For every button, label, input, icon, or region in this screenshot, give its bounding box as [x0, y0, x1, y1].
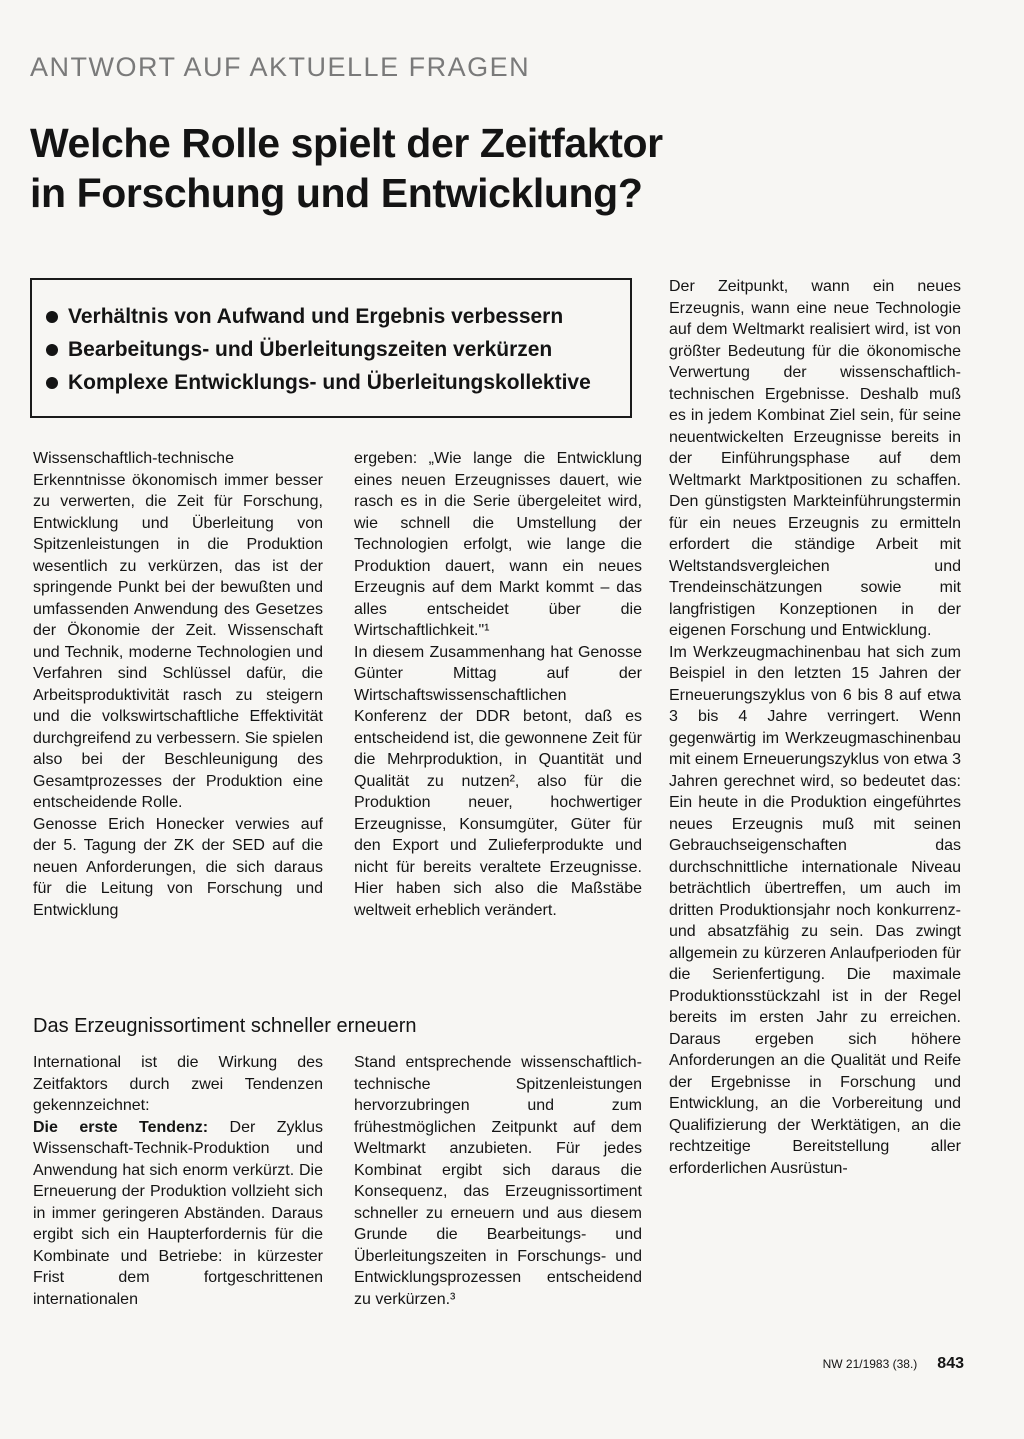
paragraph: Stand entsprechende wissenschaftlich-technische Spitzenleistungen hervorzubringen und zum frühestmöglichen Zeitpunkt auf dem Weltmarkt anzubieten. Für jedes Kombinat ergibt sich daraus die Konsequenz, das Erzeugnissortiment schneller zu erneuern und aus diesem Grunde die Bearbeitungs- und Überleitungszeiten in Forschungs- und Entwicklungsprozessen entscheidend zu verkürzen.³ [354, 1054, 642, 1308]
summary-item [46, 333, 630, 366]
paragraph: International ist die Wirkung des Zeitfaktors durch zwei Tendenzen gekennzeichnet: [33, 1054, 323, 1114]
summary-item-text: Bearbeitungs- und Überleitungszeiten verkürzen [68, 338, 553, 361]
paragraph-text: Der Zyklus Wissenschaft-Technik-Produktion und Anwendung hat sich enorm verkürzt. Die Erneuerung der Produktion vollzieht sich in immer geringeren Abständen. Daraus ergibt sich ein Haupterfordernis für die Kombinate und Betriebe: in kürzester Frist dem fortgeschrittenen internationalen [33, 1118, 323, 1308]
paragraph: Der Zeitpunkt, wann ein neues Erzeugnis, wann eine neue Technologie auf dem Weltmarkt realisiert wird, ist von größter Bedeutung für die ökonomische Verwertung der wissenschaftlich-technischen Ergebnisse. Deshalb muß es in jedem Kombinat Ziel sein, für seine neuentwickelten Erzeugnisse bereits in der Einführungsphase auf dem Weltmarkt Marktpositionen zu schaffen. Den günstigsten Markteinführungstermin für ein neues Erzeugnis zu ermitteln erfordert die ständige Arbeit mit Weltstandsvergleichen und Trendeinschätzungen sowie mit langfristigen Konzeptionen in der eigenen Forschung und Entwicklung. [669, 278, 961, 639]
lead-in: Die erste Tendenz: [33, 1118, 209, 1136]
bullet-icon [46, 377, 58, 389]
issue-reference: NW 21/1983 (38.) [822, 1357, 918, 1371]
paragraph: In diesem Zusammenhang hat Genosse Günter Mittag auf der Wirtschaftswissenschaftlichen Konferenz der DDR betont, daß es entscheidend ist, die gewonnene Zeit für die Mehrproduktion, in Quantität und Qualität zu nutzen², also für die Produktion neuer, hochwertiger Erzeugnisse, Konsumgüter, Güter für den Export und Zulieferprodukte und nicht für bereits veraltete Erzeugnisse. Hier haben sich also die Maßstäbe weltweit erheblich verändert. [354, 643, 642, 919]
title-line-1: Welche Rolle spielt der Zeitfaktor [30, 120, 663, 166]
paragraph: Im Werkzeugmachinenbau hat sich zum Beispiel in den letzten 15 Jahren der Erneuerungszyklus von 6 bis 8 auf etwa 3 bis 4 Jahre verringert. Wenn gegenwärtig im Werkzeugmaschinenbau mit einem Erneuerungszyklus von etwa 3 Jahren gerechnet wird, so bedeutet das: Ein heute in die Produktion eingeführtes neues Erzeugnis muß mit seinen Gebrauchseigenschaften das durchschnittliche internationale Niveau beträchtlich übertreffen, um auch im dritten Produktionsjahr noch konkurrenz- und absatzfähig zu sein. Das zwingt allgemein zu kürzeren Anlaufperioden für die Serienfertigung. Die maximale Produktionsstückzahl ist in der Regel bereits im ersten Jahr zu erreichen. Daraus ergeben sich höhere Anforderungen an die Qualität und Reife der Ergebnisse in Forschung und Entwicklung, an die Vorbereitung und Qualifizierung der Werktätigen, an die rechtzeitige Bereitstellung aller erforderlichen Ausrüstun- [669, 643, 961, 1177]
page-number: 843 [937, 1355, 964, 1372]
title-line-2: in Forschung und Entwicklung? [30, 170, 643, 216]
section-column-2 [354, 1052, 642, 1310]
kicker: ANTWORT AUF AKTUELLE FRAGEN [30, 52, 531, 82]
section-column-1 [33, 1052, 323, 1310]
bullet-icon [46, 311, 58, 323]
paragraph: ergeben: „Wie lange die Entwicklung eines neuen Erzeugnisses dauert, wie rasch es in die Serie übergeleitet wird, wie schnell die Umstellung der Technologien erfolgt, wie lange die Produktion dauert, wann ein neues Erzeugnis auf dem Markt kommt – das alles entscheidet über die Wirtschaftlichkeit."¹ [354, 450, 642, 639]
column-1 [33, 448, 323, 921]
summary-item [46, 300, 630, 333]
paragraph: Genosse Erich Honecker verwies auf der 5. Tagung der ZK der SED auf die neuen Anforderungen, die sich daraus für die Leitung von Forschung und Entwicklung [33, 815, 323, 919]
summary-box [30, 278, 632, 418]
bullet-icon [46, 344, 58, 356]
paragraph: Wissenschaftlich-technische Erkenntnisse ökonomisch immer besser zu verwerten, die Zeit für Forschung, Entwicklung und Überleitung von Spitzenleistungen in die Produktion wesentlich zu verkürzen, das ist der springende Punkt bei der bewußten und umfassenden Anwendung des Gesetzes der Ökonomie der Zeit. Wissenschaft und Technik, moderne Technologien und Verfahren sind Schlüssel dafür, die Arbeitsproduktivität rasch zu steigern und die volkswirtschaftliche Effektivität durchgreifend zu verbessern. Sie spielen also bei der Beschleunigung des Gesamtprozesses der Produktion eine entscheidende Rolle. [33, 450, 323, 811]
summary-item-text: Verhältnis von Aufwand und Ergebnis verbessern [68, 305, 564, 328]
column-2 [354, 448, 642, 921]
paragraph [33, 1117, 323, 1311]
summary-item [46, 366, 630, 399]
summary-item-text: Komplexe Entwicklungs- und Überleitungskollektive [68, 371, 591, 394]
page-title [30, 118, 790, 218]
column-3 [669, 276, 961, 1179]
section-heading: Das Erzeugnissortiment schneller erneuern [33, 1015, 417, 1037]
page-footer [823, 1355, 964, 1373]
